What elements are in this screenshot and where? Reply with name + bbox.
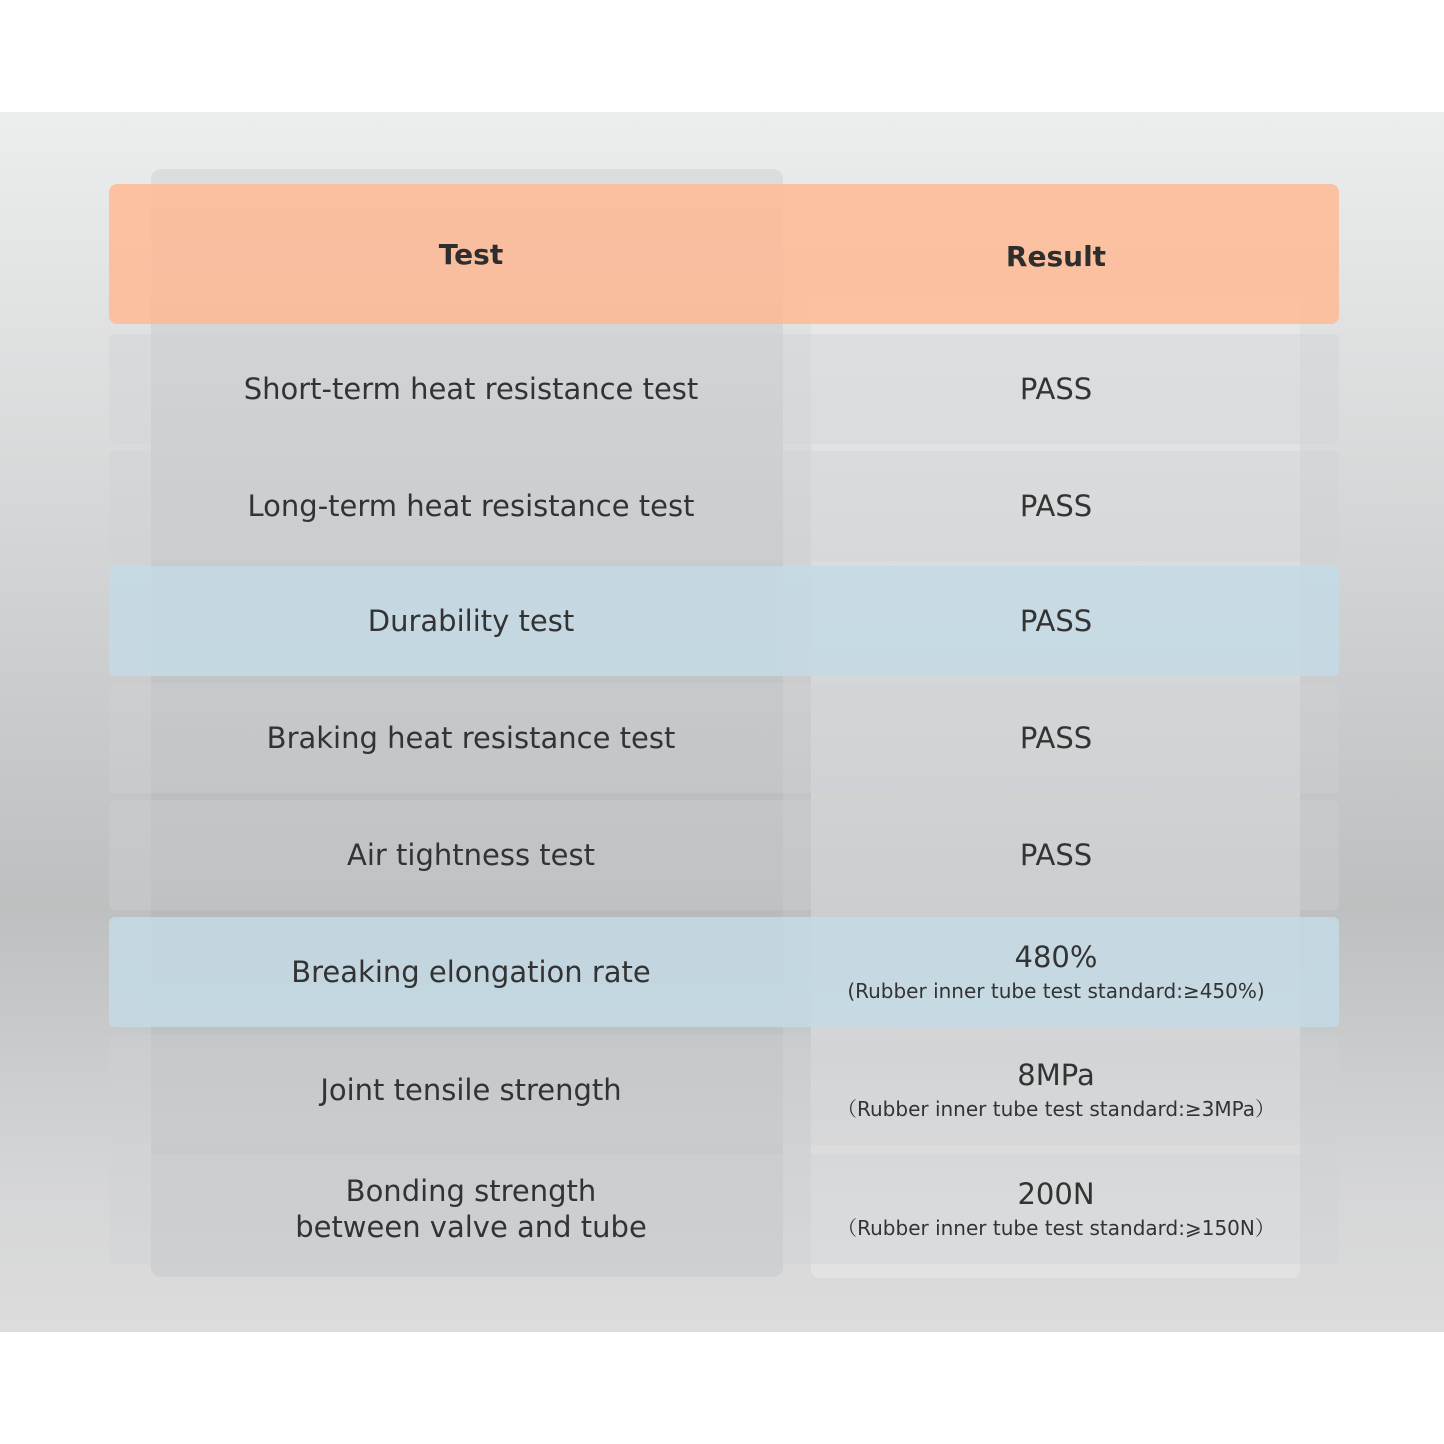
test-result [811,1035,1301,1145]
test-result [811,1154,1301,1264]
result-standard-note: (Rubber inner tube test standard:≥450%) [847,979,1265,1003]
result-value: PASS [1019,838,1093,872]
test-result [811,800,1301,910]
test-result [811,683,1301,793]
test-name-line-1: Bonding strength [345,1174,597,1208]
result-value: PASS [1019,372,1093,406]
header-result: Result [1005,239,1107,273]
result-value: 8MPa [1017,1058,1095,1092]
test-name: Joint tensile strength [320,1073,622,1107]
test-name: Braking heat resistance test [266,721,676,755]
test-name-line-2: between valve and tube [295,1210,647,1244]
test-result [811,566,1301,676]
table-row [109,451,1339,561]
test-name: Short-term heat resistance test [243,372,699,406]
table-row [109,566,1339,676]
table-row [109,1154,1339,1264]
table-row [109,917,1339,1027]
test-result [811,917,1301,1027]
header-test: Test [438,237,504,271]
table-row [109,334,1339,444]
result-value: PASS [1019,721,1093,755]
result-value: 200N [1017,1177,1095,1211]
result-standard-note: （Rubber inner tube test standard:⩾150N） [837,1216,1275,1240]
result-value: PASS [1019,604,1093,638]
table-header [109,184,1339,324]
result-value: 480% [1014,940,1098,974]
table-row [109,683,1339,793]
test-name [109,1154,833,1264]
test-result [811,334,1301,444]
test-name: Durability test [367,604,575,638]
test-name: Air tightness test [347,838,595,872]
result-standard-note: （Rubber inner tube test standard:≥3MPa） [837,1097,1275,1121]
test-result [811,451,1301,561]
result-value: PASS [1019,489,1093,523]
table-row [109,800,1339,910]
test-name: Breaking elongation rate [291,955,651,989]
table-row [109,1035,1339,1145]
test-name: Long-term heat resistance test [247,489,695,523]
